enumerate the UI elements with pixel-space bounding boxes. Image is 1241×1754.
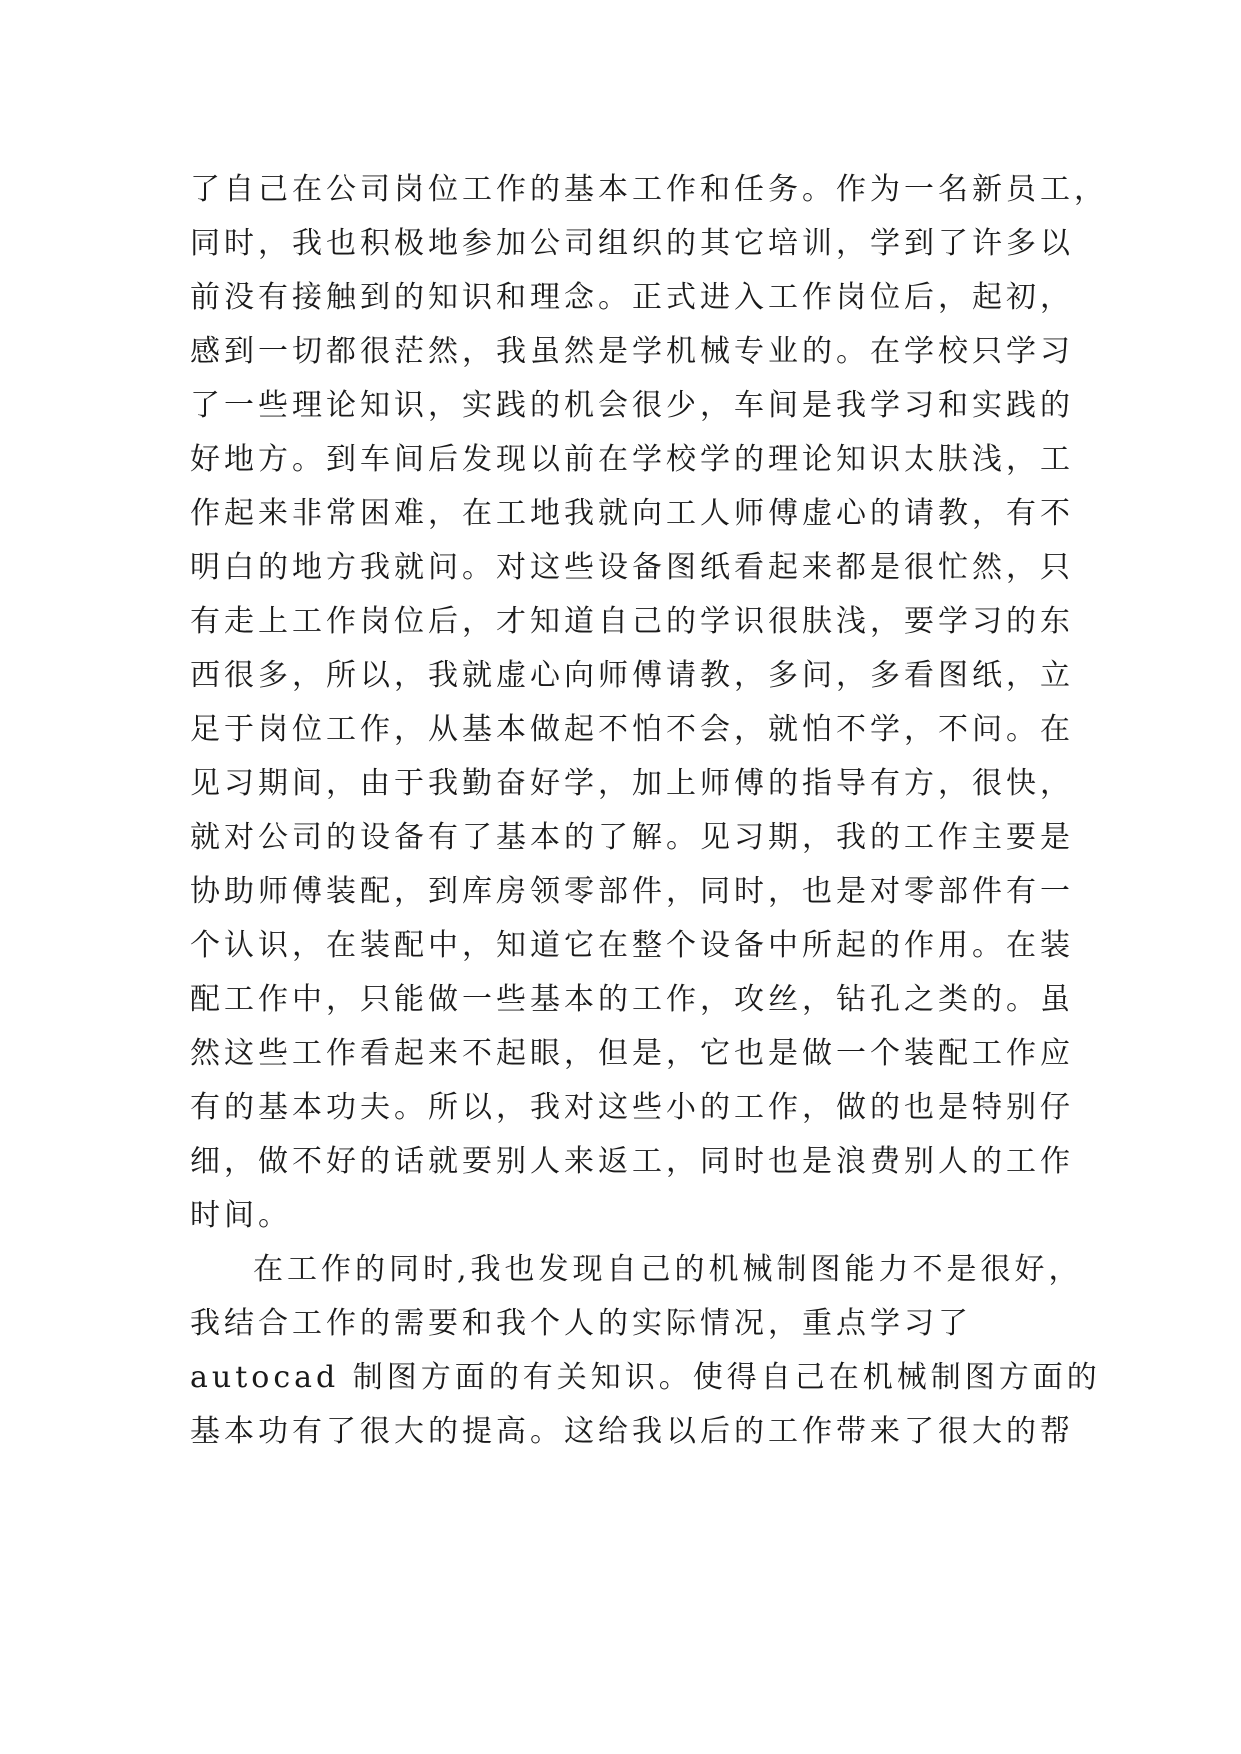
text-line: 基本功有了很大的提高。这给我以后的工作带来了很大的帮 [190, 1414, 1074, 1449]
text-line: 有走上工作岗位后，才知道自己的学识很肤浅，要学习的东 [190, 604, 1074, 639]
text-line: 就对公司的设备有了基本的了解。见习期，我的工作主要是 [190, 820, 1074, 855]
text-line: 同时，我也积极地参加公司组织的其它培训，学到了许多以 [190, 226, 1074, 261]
text-line: 作起来非常困难，在工地我就向工人师傅虚心的请教，有不 [190, 496, 1074, 531]
text-line: 我结合工作的需要和我个人的实际情况，重点学习了 [190, 1306, 972, 1341]
text-line: 好地方。到车间后发现以前在学校学的理论知识太肤浅，工 [190, 442, 1074, 477]
text-line: 配工作中，只能做一些基本的工作，攻丝，钻孔之类的。虽 [190, 982, 1074, 1017]
text-line: 时间。 [190, 1198, 292, 1233]
text-line: 个认识，在装配中，知道它在整个设备中所起的作用。在装 [190, 928, 1074, 963]
body-text [190, 163, 1108, 1459]
text-line: 前没有接触到的知识和理念。正式进入工作岗位后，起初， [190, 280, 1074, 315]
text-line: 细，做不好的话就要别人来返工，同时也是浪费别人的工作 [190, 1144, 1074, 1179]
text-line: 了一些理论知识，实践的机会很少，车间是我学习和实践的 [190, 388, 1074, 423]
text-line: 见习期间，由于我勤奋好学，加上师傅的指导有方，很快， [190, 766, 1074, 801]
text-line: 足于岗位工作，从基本做起不怕不会，就怕不学，不问。在 [190, 712, 1074, 747]
text-line: 感到一切都很茫然，我虽然是学机械专业的。在学校只学习 [190, 334, 1074, 369]
text-line: 有的基本功夫。所以，我对这些小的工作，做的也是特别仔 [190, 1090, 1074, 1125]
text-line: 然这些工作看起来不起眼，但是，它也是做一个装配工作应 [190, 1036, 1074, 1071]
text-line: autocad 制图方面的有关知识。使得自己在机械制图方面的 [190, 1360, 1101, 1395]
text-line: 了自己在公司岗位工作的基本工作和任务。作为一名新员工， [190, 172, 1108, 207]
paragraph-first-line: 在工作的同时,我也发现自己的机械制图能力不是很好， [253, 1252, 1083, 1287]
text-line: 明白的地方我就问。对这些设备图纸看起来都是很忙然，只 [190, 550, 1074, 585]
text-line: 协助师傅装配，到库房领零部件，同时，也是对零部件有一 [190, 874, 1074, 909]
text-line: 西很多，所以，我就虚心向师傅请教，多问，多看图纸，立 [190, 658, 1074, 693]
